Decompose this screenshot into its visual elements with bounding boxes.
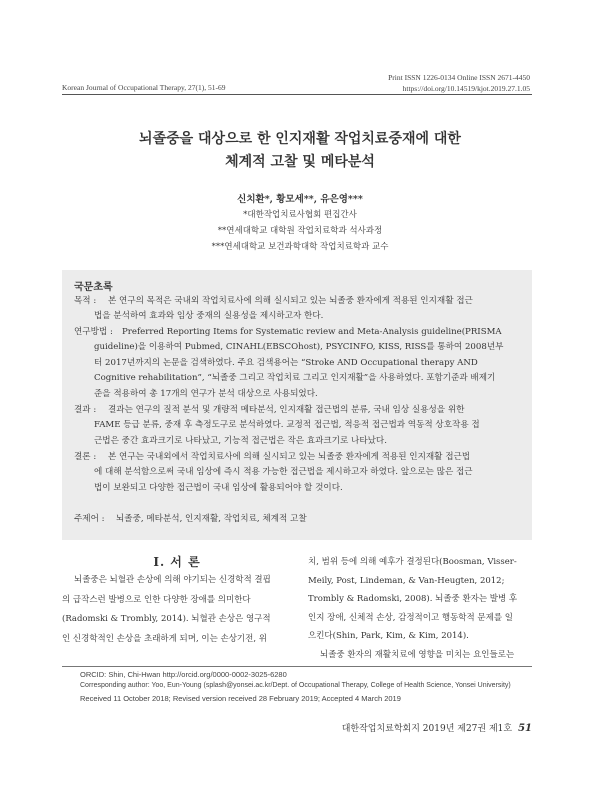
methods-line-2: guideline)을 이용하여 Pubmed, CINAHL(EBSCOhost), PSYCINFO, KISS, RISS를 통하여 2008년부 xyxy=(94,342,504,353)
affiliation-3: ***연세대학교 보건과학대학 작업치료학과 교수 xyxy=(211,242,389,252)
results-label: 결과 : xyxy=(74,405,97,415)
purpose-line-1: 본 연구의 목적은 국내외 작업치료사에 의해 실시되고 있는 뇌졸중 환자에게 적용된 인지재활 접근 xyxy=(108,296,473,306)
abstract-conclusion xyxy=(74,450,524,498)
intro-left-line-4: 인 신경학적인 손상을 초래하게 되며, 이는 손상기전, 위 xyxy=(62,633,267,644)
results-line-1: 결과는 연구의 질적 분석 및 개량적 메타분석, 인지재활 접근법의 분류, 국내 임상 실용성을 위한 xyxy=(108,405,465,415)
methods-line-3: 터 2017년까지의 논문을 검색하였다. 주요 검색용어는 “Stroke AND Occupational therapy AND xyxy=(94,357,478,368)
abstract-methods xyxy=(74,325,524,405)
abstract-heading: 국문초록 xyxy=(74,282,113,293)
abstract-keywords xyxy=(74,512,524,528)
footnote-orcid: ORCID: Shin, Chi-Hwan http://orcid.org/0000-0002-3025-6280 xyxy=(80,670,287,679)
purpose-label: 목적 : xyxy=(74,296,97,306)
page-footer xyxy=(342,721,532,734)
paper-title-line2: 체계적 고찰 및 메타분석 xyxy=(225,154,375,170)
footnote-rule xyxy=(62,666,532,667)
intro-right-line-4: 인지 장애, 신체적 손상, 감정적이고 행동학적 문제를 일 xyxy=(308,612,513,623)
conclusion-line-2: 에 대해 분석함으로써 국내 임상에 즉시 적용 가능한 접근법을 제시하고자 하였다. 앞으로는 많은 접근 xyxy=(94,467,473,478)
purpose-line-2: 법을 분석하여 효과와 임상 중재의 실용성을 제시하고자 한다. xyxy=(94,311,324,322)
results-line-3: 근법은 중간 효과크기로 나타났고, 기능적 접근법은 작은 효과크기로 나타났다. xyxy=(94,435,387,446)
doi-link[interactable]: https://doi.org/10.14519/kjot.2019.27.1.05 xyxy=(402,84,530,93)
intro-right-column xyxy=(308,553,534,665)
author-list: 신치환*, 황모세**, 유은영*** xyxy=(237,194,363,205)
conclusion-line-1: 본 연구는 국내외에서 작업치료사에 의해 실시되고 있는 뇌졸중 환자에게 적용된 인지재활 접근법 xyxy=(108,452,471,462)
affiliation-2: **연세대학교 대학원 작업치료학과 석사과정 xyxy=(217,226,383,236)
abstract-purpose xyxy=(74,294,524,326)
methods-label: 연구방법 : xyxy=(74,327,113,337)
header-rule xyxy=(62,94,532,95)
keywords-label: 주제어 : xyxy=(74,514,105,524)
intro-left-line-2: 의 급작스런 발병으로 인한 다양한 장애를 의미한다 xyxy=(62,594,251,605)
results-line-2: FAME 등급 분류, 중재 후 측정도구로 분석하였다. 교정적 접근법, 적응적 접근법과 역동적 상호작용 접 xyxy=(94,420,480,431)
intro-right-line-2: Meily, Post, Lindeman, & Van-Heugten, 2012; xyxy=(308,575,505,586)
intro-right-line-6: 뇌졸중 환자의 재활치료에 영향을 미치는 요인들로는 xyxy=(320,649,515,660)
footer-journal: 대한작업치료학회지 2019년 제27권 제1호 xyxy=(341,724,513,734)
intro-right-line-5: 으킨다(Shin, Park, Kim, & Kim, 2014). xyxy=(308,631,469,642)
intro-left-line-1: 뇌졸중은 뇌혈관 손상에 의해 야기되는 신경학적 결핍 xyxy=(74,575,271,585)
methods-line-4: Cognitive rehabilitation”, “뇌졸중 그리고 작업치료 그리고 인지재활”을 사용하였다. 포함기준과 배제기 xyxy=(94,373,496,384)
methods-line-5: 준을 적용하여 총 17개의 연구가 분석 대상으로 사용되었다. xyxy=(94,388,318,399)
intro-left-column xyxy=(62,571,294,649)
intro-right-line-3: Trombly & Radomski, 2008). 뇌졸중 환자는 발병 후 xyxy=(308,594,518,605)
intro-left-line-3: (Radomski & Trombly, 2014). 뇌혈관 손상은 영구적 xyxy=(62,614,271,624)
issn-doi-block xyxy=(388,72,530,94)
abstract-results xyxy=(74,403,524,451)
journal-citation: Korean Journal of Occupational Therapy, 27(1), 51-69 xyxy=(62,83,226,92)
footnote-received: Received 11 October 2018; Revised version received 28 February 2019; Accepted 4 March 2019 xyxy=(80,694,401,703)
conclusion-label: 결론 : xyxy=(74,452,97,462)
paper-title-line1: 뇌졸중을 대상으로 한 인지재활 작업치료중재에 대한 xyxy=(139,131,461,147)
affiliation-1: *대한작업치료사협회 편집간사 xyxy=(243,210,357,220)
keywords-text: 뇌졸중, 메타분석, 인지재활, 작업치료, 체계적 고찰 xyxy=(116,514,307,524)
page-number: 51 xyxy=(518,723,532,734)
issn-text: Print ISSN 1226-0134 Online ISSN 2671-4450 xyxy=(388,73,530,82)
conclusion-line-3: 법이 보완되고 다양한 접근법이 국내 임상에 활용되어야 할 것이다. xyxy=(94,482,343,493)
section-heading-introduction: Ⅰ. 서 론 xyxy=(153,555,201,569)
methods-line-1: Preferred Reporting Items for Systematic review and Meta-Analysis guideline(PRISMA xyxy=(122,327,502,337)
intro-right-line-1: 치, 범위 등에 의해 예후가 결정된다(Boosman, Visser- xyxy=(308,557,517,567)
footnote-corresponding: Corresponding author: Yoo, Eun-Young (splash@yonsei.ac.kr/Dept. of Occupational Therapy, College of Health Science, Yonsei University) xyxy=(80,682,511,689)
